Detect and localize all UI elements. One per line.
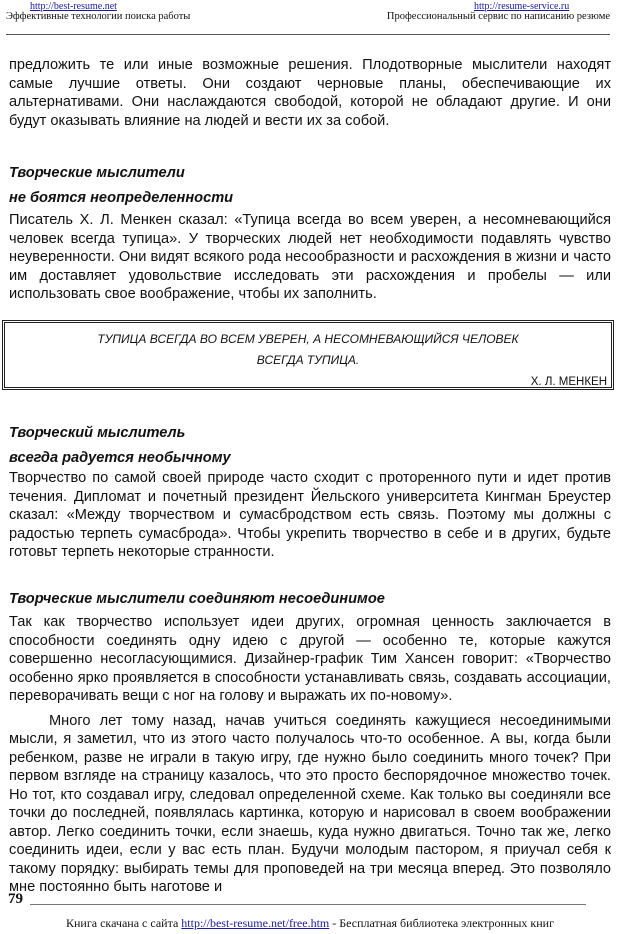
footer-link[interactable]: http://best-resume.net/free.htm: [181, 916, 330, 930]
header-link-left[interactable]: http://best-resume.net: [30, 1, 117, 12]
header-title-left: Эффективные технологии поиска работы: [6, 11, 191, 22]
paragraph-1: предложить те или иные возможные решения. Плодотворные мыслители находят самые лучшие ответы. Они создают черновые планы, обеспечивающие их альтернативами. Они наслаждаются свободой, которой не обладают другие. И они будут оказывать влияние на людей и вести их за собой.: [9, 57, 611, 129]
section-heading-1-line-2: не боятся неопределенности: [9, 189, 234, 206]
quote-author: Х. Л. МЕНКЕН: [530, 376, 607, 388]
page-header: [0, 0, 620, 40]
footer-line: [0, 916, 620, 931]
page-body-lower: [9, 424, 611, 897]
quote-box: [2, 320, 614, 390]
paragraph-3: Творчество по самой своей природе часто сходит с проторенного пути и идет против течения. Дипломат и почетный президент Йельского университета Кингман Бреустер сказал: «Между творчеством и сумасбродством есть связь. Поэтому мы должны с радостью терпеть сумасброда». Чтобы укрепить творчество в себе и в других, будьте готовьт терпеть некоторые странности.: [9, 470, 611, 560]
page-number: 79: [8, 891, 23, 907]
section-heading-2-line-2: всегда радуется необычному: [9, 449, 231, 466]
section-heading-1-line-1: Творческие мыслители: [9, 165, 185, 181]
header-divider: [6, 34, 610, 35]
paragraph-2: Писатель Х. Л. Менкен сказал: «Тупица всегда во всем уверен, а несомневающийся человек всегда тупица». У творческих людей нет необходимости подавлять чувство неуверенности. Они видят всякого рода несообразности и расхождения в жизни и часто им доставляет удовольствие исследовать эти расхождения и пробелы — или использовать свое воображение, чтобы их заполнить.: [9, 212, 611, 302]
header-link-right[interactable]: http://resume-service.ru: [474, 1, 570, 12]
header-title-right: Профессиональный сервис по написанию резюме: [386, 11, 610, 22]
quote-line-2: ВСЕГДА ТУПИЦА.: [256, 353, 360, 367]
footer-text-before: Книга скачана с сайта: [66, 916, 179, 930]
paragraph-4: Так как творчество использует идеи других, огромная ценность заключается в способности соединять одну идею с другой — особенно те, которые кажутся совершенно несогласующимися. Дизайнер-график Тим Хансен говорит: «Творчество особенно ярко проявляется в способности устанавливать связь, создавать ассоциации, переворачивать вещи с ног на голову и выражать их по-новому».: [9, 614, 611, 704]
quote-line-1: ТУПИЦА ВСЕГДА ВО ВСЕМ УВЕРЕН, А НЕСОМНЕВАЮЩИЙСЯ ЧЕЛОВЕК: [97, 332, 519, 346]
footer-divider: [30, 904, 586, 905]
footer-text-after: - Бесплатная библиотека электронных книг: [332, 916, 554, 930]
section-heading-3: Творческие мыслители соединяют несоединимое: [9, 590, 385, 607]
section-heading-2-line-1: Творческий мыслитель: [9, 425, 186, 441]
paragraph-5: Много лет тому назад, начав учиться соединять кажущиеся несоединимыми мысли, я заметил, что из этого часто получалось что-то особенное. А вы, когда были ребенком, разве не играли в такую игру, где нужно было соединить много точек? При первом взгляде на страницу казалось, что это просто беспорядочное множество точек. Но тот, кто создавал игру, следовал определенной схеме. Как только вы соединяли все точки до последней, появлялась картинка, которую и нарисовал в своем воображении автор. Легко соединить точки, если знаешь, куда нужно двигаться. Точно так же, легко соединить идеи, если у вас есть план. Будучи молодым пастором, я приучал себя к такому порядку: выбирать темы для проповедей на три месяца вперед. Это позволяло мне постоянно быть наготове и: [9, 712, 611, 895]
page-body: [9, 56, 611, 304]
